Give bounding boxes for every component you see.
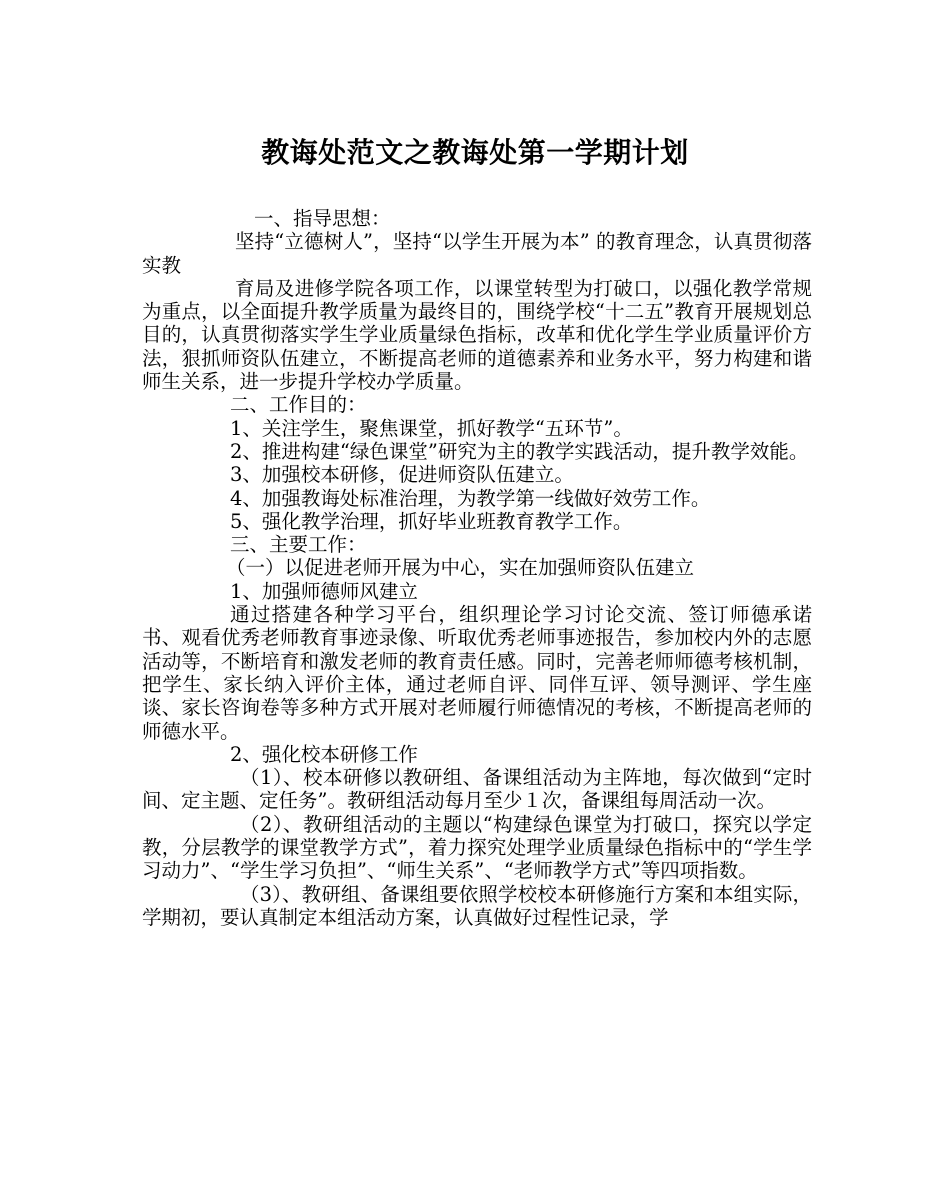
list-item: 4、加强教诲处标准治理，为教学第一线做好效劳工作。 <box>230 486 711 510</box>
document-title: 教诲处范文之教诲处第一学期计划 <box>261 136 689 169</box>
heading-main-work: 三、主要工作： <box>230 533 367 557</box>
list-item: 1、关注学生，聚焦课堂，抓好教学“五环节”。 <box>230 416 633 440</box>
list-item: （1）、校本研修以教研组、备课组活动为主阵地，每次做到“定时间、定主题、定任务”。教研组活动每月至少１次，备课组每周活动一次。 <box>142 766 812 813</box>
document-body <box>142 207 812 929</box>
list-item: 3、加强校本研修，促进师资队伍建立。 <box>230 463 574 487</box>
list-item: （3）、教研组、备课组要依照学校校本研修施行方案和本组实际，学期初，要认真制定本组活动方案，认真做好过程性记录，学 <box>142 882 812 929</box>
heading-work-goals: 二、工作目的： <box>230 393 367 417</box>
list-item: 2、推进构建“绿色课堂”研究为主的教学实践活动，提升教学效能。 <box>230 439 809 463</box>
paragraph-guiding-thought-cont: 育局及进修学院各项工作，以课堂转型为打破口，以强化教学常规为重点，以全面提升教学质量为最终目的，围绕学校“十二五”教育开展规划总目的，认真贯彻落实学生学业质量绿色指标，改革和优化学生学业质量评价方法，狠抓师资队伍建立，不断提高老师的道德素养和业务水平，努力构建和谐师生关系，进一步提升学校办学质量。 <box>142 276 812 394</box>
list-item: 5、强化教学治理，抓好毕业班教育教学工作。 <box>230 509 633 533</box>
subheading-school-research: 2、强化校本研修工作 <box>230 742 418 766</box>
heading-guiding-thought: 一、指导思想： <box>254 207 391 230</box>
subheading-teacher-development: （一）以促进老师开展为中心，实在加强师资队伍建立 <box>226 556 695 580</box>
paragraph-ethics: 通过搭建各种学习平台，组织理论学习讨论交流、签订师德承诺书、观看优秀老师教育事迹录像、听取优秀老师事迹报告，参加校内外的志愿活动等，不断培育和激发老师的教育责任感。同时，完善老师师德考核机制，把学生、家长纳入评价主体，通过老师自评、同伴互评、领导测评、学生座谈、家长咨询卷等多种方式开展对老师履行师德情况的考核，不断提高老师的师德水平。 <box>142 603 812 743</box>
subheading-ethics: 1、加强师德师风建立 <box>230 579 418 603</box>
list-item: （2）、教研组活动的主题以“构建绿色课堂为打破口，探究以学定教，分层教学的课堂教学方式”，着力探究处理学业质量绿色指标中的“学生学习动力”、“学生学习负担”、“师生关系”、“老师教学方式”等四项指数。 <box>142 812 812 883</box>
paragraph-guiding-thought: 坚持“立德树人”，坚持“以学生开展为本” 的教育理念，认真贯彻落实教 <box>142 230 812 277</box>
